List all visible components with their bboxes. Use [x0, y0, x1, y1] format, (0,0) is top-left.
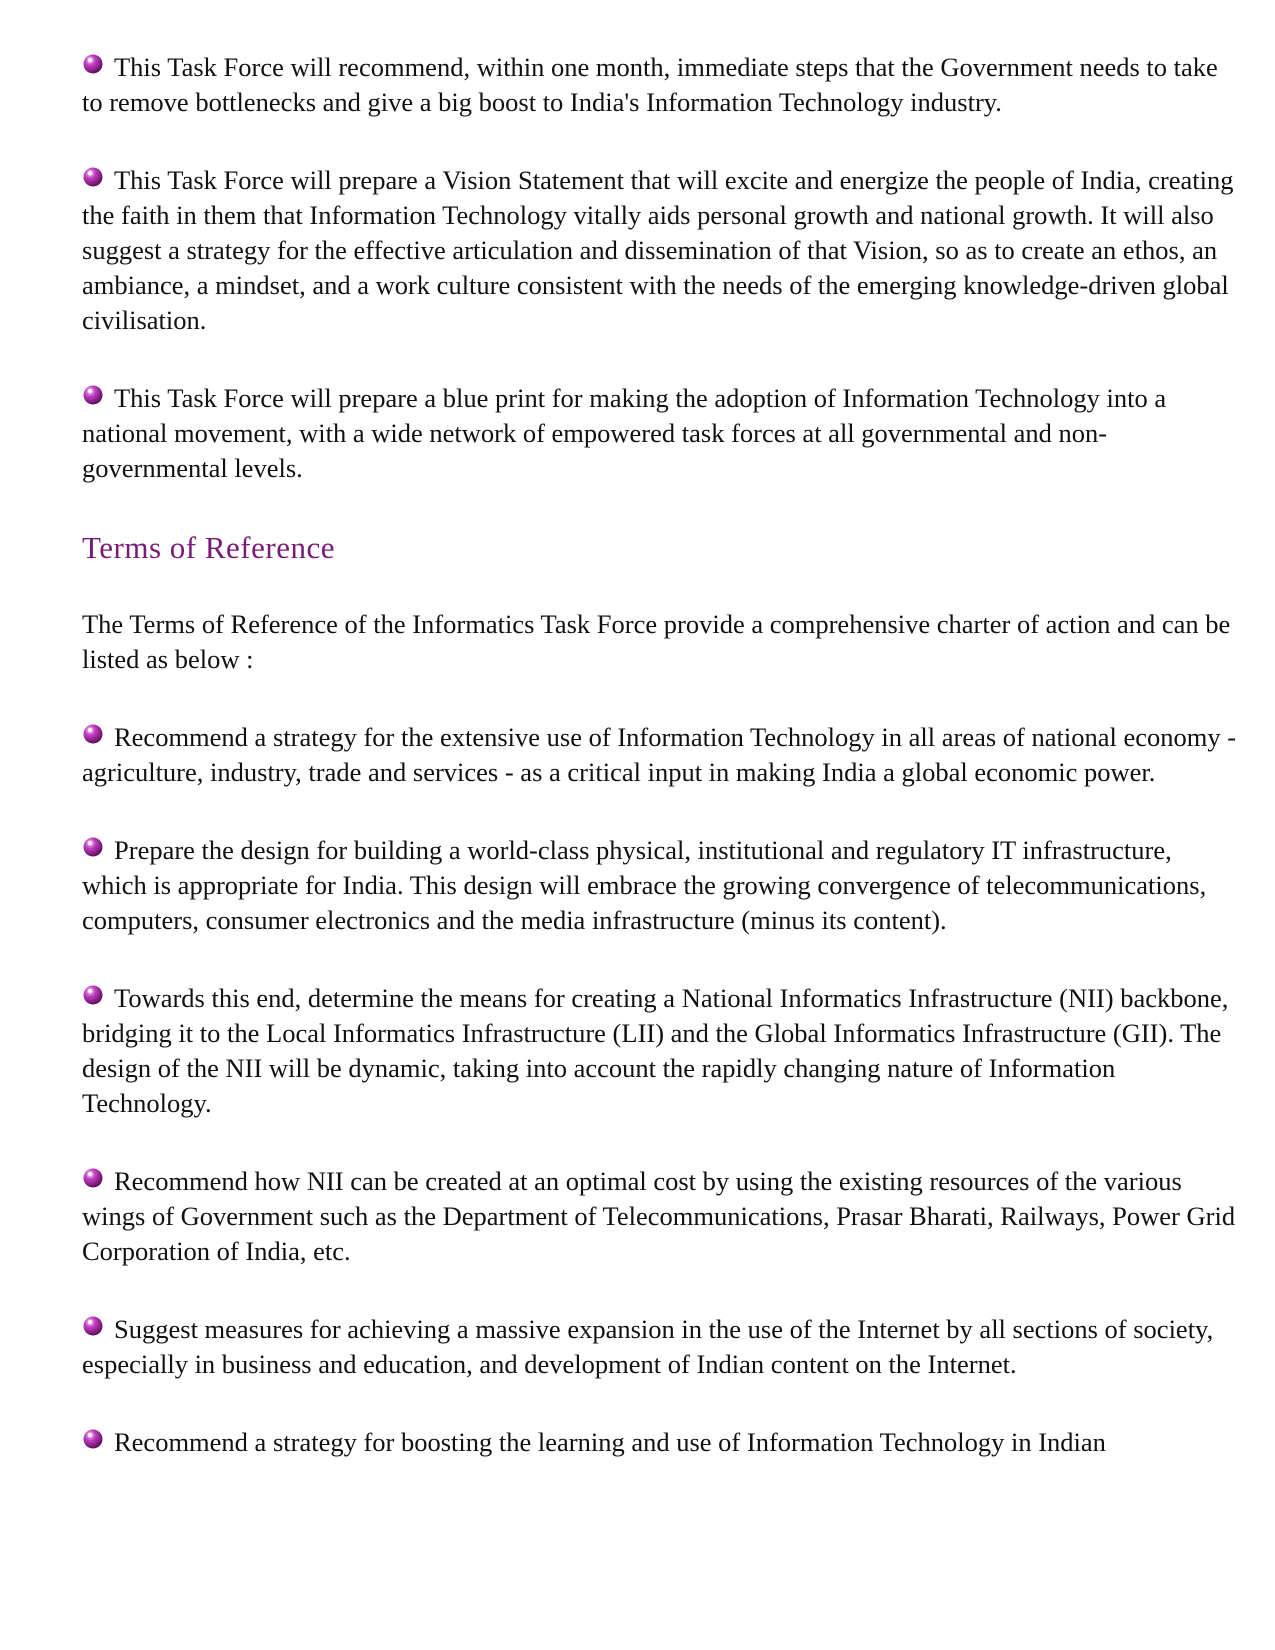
- purple-sphere-bullet-icon: [82, 1428, 104, 1450]
- intro-bullet-paragraph: [82, 381, 1242, 486]
- purple-sphere-bullet-icon: [82, 723, 104, 745]
- section-heading: Terms of Reference: [82, 530, 335, 565]
- intro-bullet-paragraph: [82, 50, 1242, 120]
- purple-sphere-bullet-icon: [82, 384, 104, 406]
- bullet-text: Recommend how NII can be created at an optimal cost by using the existing resources of the various wings of Government such as the Department of Telecommunications, Prasar Bharati, Railways, Power Grid Corporation of India, etc.: [82, 1166, 1236, 1266]
- purple-sphere-bullet-icon: [82, 1167, 104, 1189]
- terms-bullet-paragraph: [82, 981, 1242, 1121]
- section-intro-paragraph: The Terms of Reference of the Informatics Task Force provide a comprehensive charter of action and can be listed as below :: [82, 609, 1231, 674]
- document-page: [82, 50, 1242, 1460]
- terms-bullet-paragraph: [82, 833, 1242, 938]
- bullet-text: Recommend a strategy for boosting the learning and use of Information Technology in Indian: [114, 1427, 1106, 1457]
- bullet-text: Suggest measures for achieving a massive expansion in the use of the Internet by all sections of society, especially in business and education, and development of Indian content on the Internet.: [82, 1314, 1214, 1379]
- terms-bullet-paragraph: [82, 720, 1242, 790]
- bullet-text: Recommend a strategy for the extensive use of Information Technology in all areas of national economy - agriculture, industry, trade and services - as a critical input in making India a global economic power.: [82, 722, 1237, 787]
- terms-bullet-paragraph: [82, 1164, 1242, 1269]
- bullet-text: This Task Force will prepare a Vision Statement that will excite and energize the people of India, creating the faith in them that Information Technology vitally aids personal growth and national growth. It will also suggest a strategy for the effective articulation and dissemination of that Vision, so as to create an ethos, an ambiance, a mindset, and a work culture consistent with the needs of the emerging knowledge-driven global civilisation.: [82, 165, 1234, 335]
- terms-bullet-paragraph: [82, 1425, 1242, 1460]
- purple-sphere-bullet-icon: [82, 53, 104, 75]
- purple-sphere-bullet-icon: [82, 984, 104, 1006]
- intro-bullet-paragraph: [82, 163, 1242, 338]
- purple-sphere-bullet-icon: [82, 836, 104, 858]
- purple-sphere-bullet-icon: [82, 1315, 104, 1337]
- bullet-text: This Task Force will prepare a blue print for making the adoption of Information Technology into a national movement, with a wide network of empowered task forces at all governmental and non-governmental levels.: [82, 383, 1167, 483]
- bullet-text: Prepare the design for building a world-class physical, institutional and regulatory IT infrastructure, which is appropriate for India. This design will embrace the growing convergence of telecommunications, computers, consumer electronics and the media infrastructure (minus its content).: [82, 835, 1207, 935]
- purple-sphere-bullet-icon: [82, 166, 104, 188]
- bullet-text: This Task Force will recommend, within one month, immediate steps that the Government needs to take to remove bottlenecks and give a big boost to India's Information Technology industry.: [82, 52, 1218, 117]
- bullet-text: Towards this end, determine the means for creating a National Informatics Infrastructure (NII) backbone, bridging it to the Local Informatics Infrastructure (LII) and the Global Informatics Infrastructure (GII). The design of the NII will be dynamic, taking into account the rapidly changing nature of Information Technology.: [82, 983, 1229, 1118]
- terms-bullet-paragraph: [82, 1312, 1242, 1382]
